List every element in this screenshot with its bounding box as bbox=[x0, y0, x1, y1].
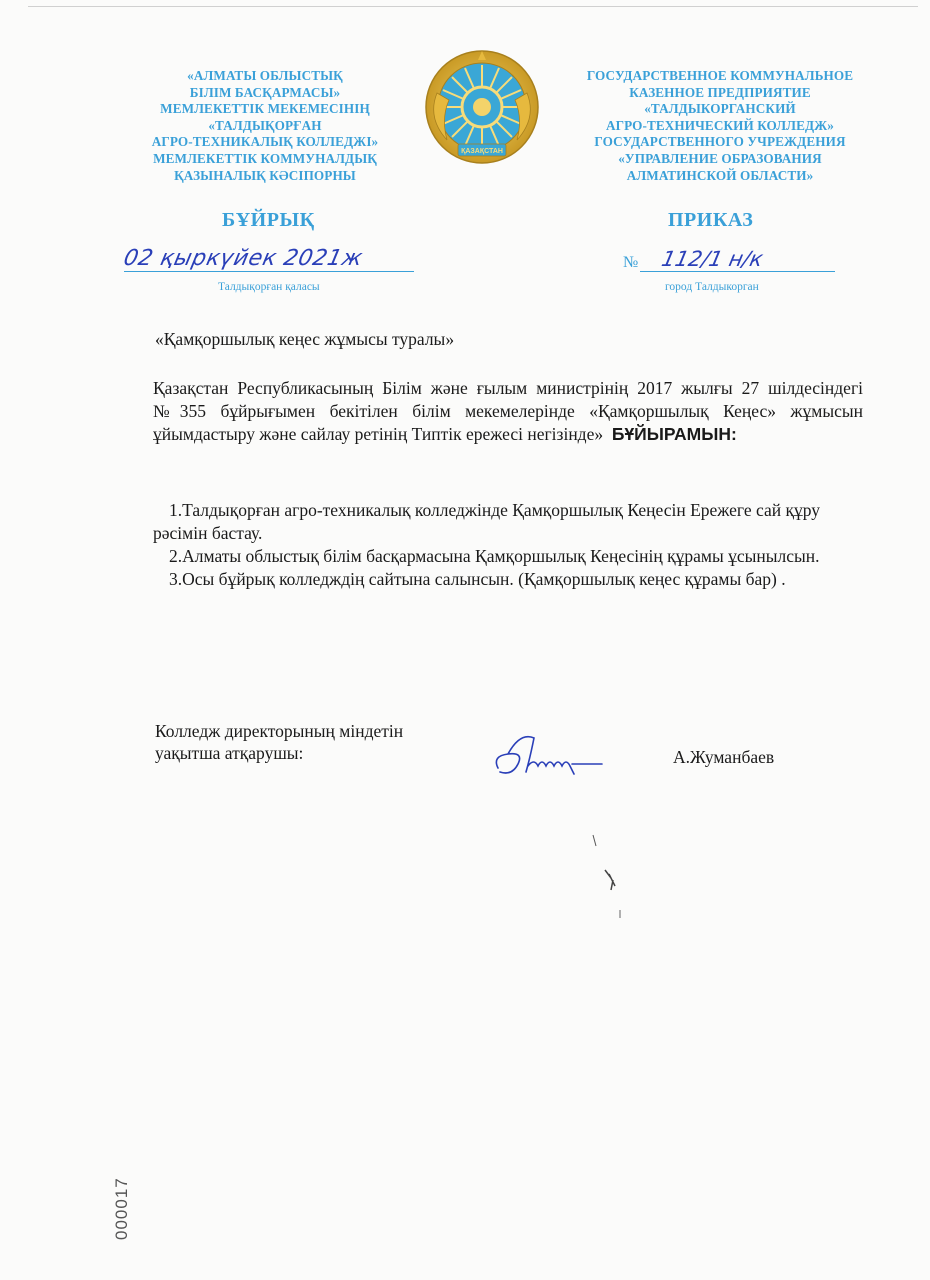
emblem-label: ҚАЗАҚСТАН bbox=[461, 148, 503, 155]
header-russian-line: АГРО-ТЕХНИЧЕСКИЙ КОЛЛЕДЖ» bbox=[605, 117, 835, 133]
archive-number: 000017 bbox=[112, 1177, 131, 1240]
header-russian-line: ГОСУДАРСТВЕННОЕ КОММУНАЛЬНОЕ bbox=[586, 68, 854, 83]
signatory-title bbox=[155, 720, 403, 764]
number-sign: № bbox=[623, 254, 639, 271]
date-underline bbox=[124, 271, 414, 272]
header-russian-line: «УПРАВЛЕНИЕ ОБРАЗОВАНИЯ bbox=[618, 150, 822, 166]
header-russian-line: АЛМАТИНСКОЙ ОБЛАСТИ» bbox=[626, 167, 814, 183]
number-underline bbox=[640, 271, 835, 272]
order-item: 1.Талдықорған агро-техникалық колледжінде Қамқоршылық Кеңесін Ережеге сай құру рәсімін бастау. bbox=[153, 500, 821, 543]
header-kazakh-line: АГРО-ТЕХНИКАЛЫҚ КОЛЛЕДЖІ» bbox=[151, 134, 379, 150]
signatory-title-line: Колледж директорының міндетін bbox=[155, 721, 404, 741]
header-kazakh-line: МЕМЛЕКЕТТІК КОММУНАЛДЫҚ bbox=[153, 150, 377, 166]
top-border-line bbox=[28, 6, 918, 7]
city-russian: город Талдыкорган bbox=[665, 281, 759, 293]
handwritten-signature bbox=[490, 728, 615, 788]
decree-word: БҰЙЫРАМЫН: bbox=[611, 424, 737, 444]
order-item: 3.Осы бұйрық колледждің сайтына салынсын. (Қамқоршылық кеңес құрамы бар) . bbox=[169, 569, 786, 589]
header-kazakh-line: ҚАЗЫНАЛЫҚ КӘСІПОРНЫ bbox=[174, 167, 356, 183]
signer-name: А.Жуманбаев bbox=[673, 747, 775, 767]
header-kazakh-line: «ТАЛДЫҚОРҒАН bbox=[208, 117, 322, 133]
doc-type-russian: ПРИКАЗ bbox=[668, 209, 754, 231]
order-item: 2.Алматы облыстық білім басқармасына Қамқоршылық Кеңесінің құрамы ұсынылсын. bbox=[169, 546, 820, 566]
handwritten-order-number: 112/1 н/к bbox=[659, 247, 766, 271]
header-kazakh-line: МЕМЛЕКЕТТІК МЕКЕМЕСІНІҢ bbox=[160, 101, 370, 117]
city-kazakh: Талдықорған қаласы bbox=[218, 281, 320, 293]
order-preamble bbox=[153, 377, 863, 446]
order-items bbox=[153, 499, 823, 591]
doc-type-kazakh: БҰЙРЫҚ bbox=[222, 209, 315, 231]
state-emblem-icon bbox=[423, 48, 541, 166]
signatory-title-line: уақытша атқарушы: bbox=[155, 743, 304, 763]
handwritten-date: 02 қыркүйек 2021ж bbox=[121, 246, 366, 271]
header-russian-line: «ТАЛДЫКОРГАНСКИЙ bbox=[644, 101, 796, 117]
header-kazakh-line: «АЛМАТЫ ОБЛЫСТЫҚ bbox=[187, 68, 343, 83]
header-kazakh-line: БІЛІМ БАСҚАРМАСЫ» bbox=[189, 84, 341, 100]
header-russian-line: ГОСУДАРСТВЕННОГО УЧРЕЖДЕНИЯ bbox=[594, 134, 846, 150]
preamble-text: Қазақстан Республикасының Білім және ғылым министрінің 2017 жылғы 27 шілдесіндегі №355 бұйрығымен бекітілен білім мекемелерінде «Қамқоршылық Кеңес» жұмысын ұйымдастыру және сайлау ретінің Типтік ережесі негізінде» bbox=[153, 378, 863, 444]
header-russian bbox=[565, 68, 875, 184]
faint-stamp-marks bbox=[585, 830, 635, 925]
order-subject: «Қамқоршылық кеңес жұмысы туралы» bbox=[155, 329, 455, 349]
header-russian-line: КАЗЕННОЕ ПРЕДПРИЯТИЕ bbox=[629, 84, 811, 100]
header-kazakh bbox=[140, 68, 390, 184]
